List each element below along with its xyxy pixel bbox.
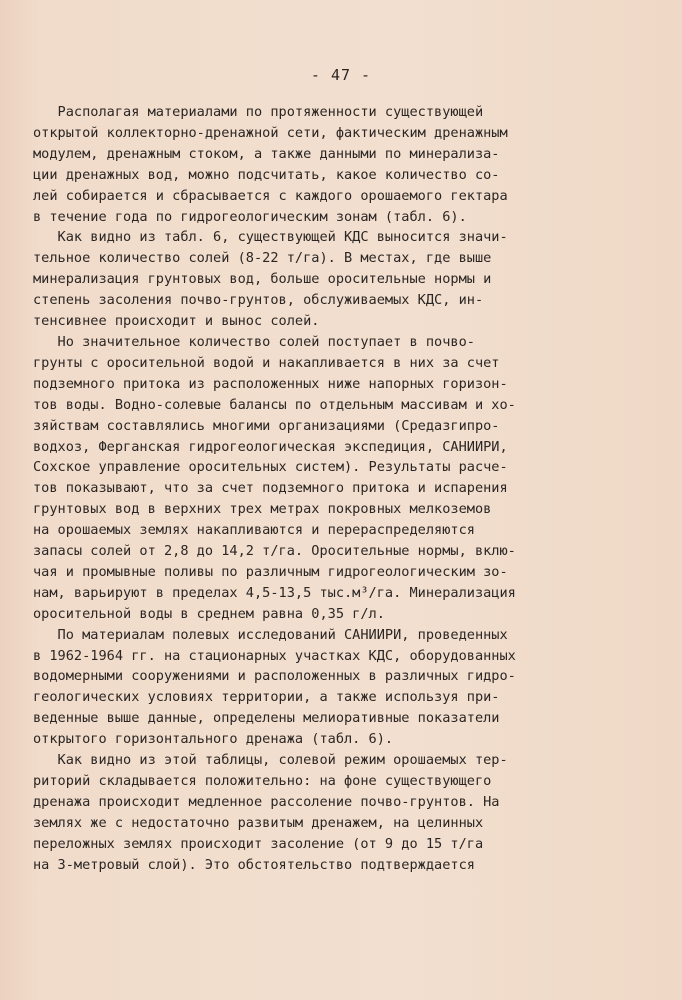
text-line: тов показывают, что за счет подземного притока и испарения — [33, 480, 508, 497]
text-line: запасы солей от 2,8 до 14,2 т/га. Оросительные нормы, вклю- — [33, 543, 516, 560]
text-line: чая и промывные поливы по различным гидрогеологическим зо- — [33, 563, 508, 580]
text-line: на орошаемых землях накапливаются и перераспределяются — [33, 522, 475, 539]
text-line: По материалам полевых исследований САНИИРИ, проведенных — [33, 626, 508, 643]
text-line: Как видно из табл. 6, существующей КДС выносится значи- — [33, 229, 508, 246]
text-line: грунтовых вод в верхних трех метрах покровных мелкоземов — [33, 501, 492, 518]
text-line: Располагая материалами по протяженности существующей — [33, 104, 484, 120]
text-line: минерализация грунтовых вод, больше оросительные нормы и — [33, 271, 492, 288]
text-line: оросительной воды в среднем равна 0,35 г/л. — [33, 605, 385, 622]
text-line: тов воды. Водно-солевые балансы по отдельным массивам и хо- — [33, 396, 516, 413]
text-line: зяйствам составлялись многими организациями (Средазгипро- — [33, 417, 500, 434]
text-line: в 1962-1964 гг. на стационарных участках КДС, оборудованных — [33, 647, 516, 664]
text-line: Но значительное количество солей поступает в почво- — [33, 333, 475, 350]
text-line: геологических условиях территории, а также используя при- — [33, 689, 500, 706]
text-line: водхоз, Ферганская гидрогеологическая экспедиция, САНИИРИ, — [33, 438, 508, 455]
text-line: переложных землях происходит засоление (от 9 до 15 т/га — [33, 835, 484, 852]
text-line: веденные выше данные, определены мелиоративные показатели — [33, 710, 500, 727]
text-line: ции дренажных вод, можно подсчитать, какое количество со- — [33, 166, 500, 183]
text-line: лей собирается и сбрасывается с каждого орошаемого гектара — [33, 187, 508, 204]
text-line: тельное количество солей (8-22 т/га). В местах, где выше — [33, 250, 492, 267]
text-line: открытого горизонтального дренажа (табл. 6). — [33, 731, 394, 748]
text-line: дренажа происходит медленное рассоление почво-грунтов. На — [33, 793, 500, 810]
page-number: - 47 - — [310, 66, 372, 84]
body-text — [33, 102, 516, 876]
text-line: Как видно из этой таблицы, солевой режим орошаемых тер- — [33, 752, 508, 769]
text-line: подземного притока из расположенных ниже напорных горизон- — [33, 375, 508, 392]
text-line: водомерными сооружениями и расположенных в различных гидро- — [33, 668, 516, 685]
text-line: Сохское управление оросительных систем). Результаты расче- — [33, 459, 508, 476]
text-line: модулем, дренажным стоком, а также данными по минерализа- — [33, 145, 500, 162]
text-line: в течение года по гидрогеологическим зонам (табл. 6). — [33, 208, 467, 225]
text-line: грунты с оросительной водой и накапливается в них за счет — [33, 354, 500, 371]
text-line: нам, варьируют в пределах 4,5-13,5 тыс.м³/га. Минерализация — [33, 584, 516, 601]
text-line: степень засоления почво-грунтов, обслуживаемых КДС, ин- — [33, 292, 484, 309]
text-line: землях же с недостаточно развитым дренажем, на целинных — [33, 814, 484, 831]
text-line: открытой коллекторно-дренажной сети, фактическим дренажным — [33, 124, 508, 141]
text-line: риторий складывается положительно: на фоне существующего — [33, 773, 492, 789]
text-line: тенсивнее происходит и вынос солей. — [33, 313, 320, 330]
text-line: на 3-метровый слой). Это обстоятельство подтверждается — [33, 856, 475, 873]
